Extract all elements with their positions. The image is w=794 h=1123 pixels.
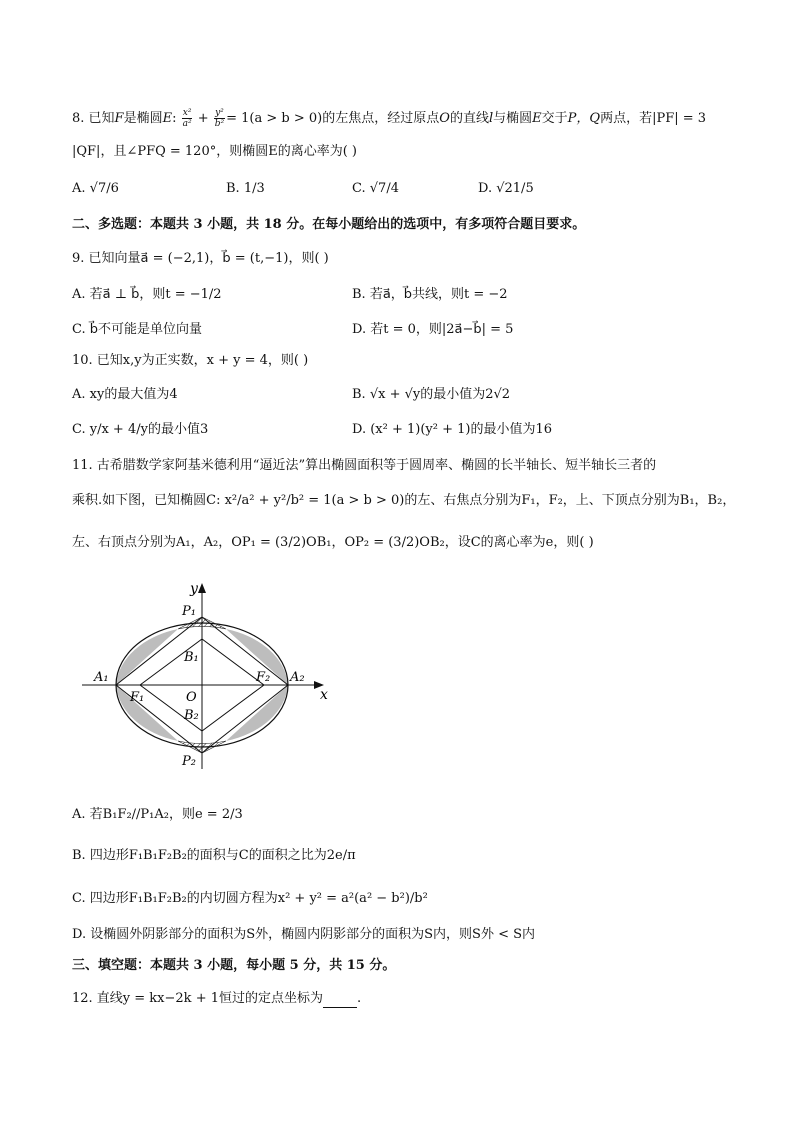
q11-stem-line3: 左、右顶点分别为A₁，A₂，OP₁ = (3/2)OB₁，OP₂ = (3/2)OB₂，设C的离心率为e，则( )	[72, 535, 594, 550]
q8-var-E: E	[162, 111, 173, 126]
y-axis-arrow	[198, 583, 206, 593]
q11-option-b: B. 四边形F₁B₁F₂B₂的面积与C的面积之比为2e/π	[72, 848, 356, 863]
q9-stem: 9. 已知向量a⃗ = (−2,1)，b⃗ = (t,−1)，则( )	[72, 251, 329, 266]
q9-option-a: A. 若a⃗ ⊥ b⃗，则t = −1/2	[72, 287, 222, 302]
q8-frac-y: $\frac{\text{y²}}{\text{b²}}$	[214, 108, 225, 129]
q10-option-a: A. xy的最大值为4	[72, 387, 178, 402]
q8-option-a-value: √7/6	[89, 181, 119, 196]
q10-stem: 10. 已知x,y为正实数，x + y = 4，则( )	[72, 353, 309, 368]
q8-text: 交于	[541, 111, 568, 126]
q8-frac-x: $\frac{\text{x²}}{\text{a²}}$	[182, 108, 192, 129]
q8-option-a	[72, 180, 119, 198]
label-f2: F₂	[256, 670, 271, 685]
q8-text: 的左焦点，经过原点	[322, 111, 440, 126]
q8-text: 与椭圆	[493, 111, 533, 126]
label-b2: B₂	[184, 708, 199, 723]
q9-option-b: B. 若a⃗，b⃗共线，则t = −2	[352, 287, 508, 302]
q12-line	[72, 990, 361, 1008]
label-p2: P₂	[182, 754, 196, 769]
q10-option-c: C. y/x + 4/y的最小值3	[72, 422, 209, 437]
ellipse-figure	[78, 577, 348, 777]
label-b1: B₁	[184, 650, 199, 665]
label-p1: P₁	[182, 604, 196, 619]
label-a2: A₂	[290, 670, 305, 685]
q8-option-c-value: √7/4	[369, 181, 399, 196]
q8-text: :	[172, 111, 181, 126]
q8-eq: = 1(a > b > 0)	[226, 111, 323, 126]
q12-stem: 12. 直线y = kx−2k + 1恒过的定点坐标为	[72, 991, 323, 1006]
label-x: x	[320, 687, 328, 703]
section-2-heading: 二、多选题：本题共 3 小题，共 18 分。在每小题给出的选项中，有多项符合题目要求。	[72, 217, 586, 232]
q11-stem-line1: 11. 古希腊数学家阿基米德利用“逼近法”算出椭圆面积等于圆周率、椭圆的长半轴长、短半轴长三者的	[72, 458, 657, 473]
q8-option-d	[478, 180, 534, 198]
q9-option-d: D. 若t = 0，则|2a⃗−b⃗| = 5	[352, 322, 514, 337]
q8-text: 两点，若|PF| = 3	[600, 111, 707, 126]
q8-var-l: l	[488, 111, 494, 126]
q8-option-d-value: √21/5	[496, 181, 534, 196]
q8-var-F: F	[114, 111, 124, 126]
q8-text: 是椭圆	[123, 111, 163, 126]
q8-var-PQ: P，Q	[567, 111, 601, 126]
q8-option-d-label: D.	[478, 181, 493, 196]
q12-end: .	[357, 991, 362, 1006]
q11-option-d: D. 设椭圆外阴影部分的面积为S外，椭圆内阴影部分的面积为S内，则S外 < S内	[72, 927, 536, 942]
q8-option-a-label: A.	[72, 181, 86, 196]
q11-option-a: A. 若B₁F₂//P₁A₂，则e = 2/3	[72, 807, 243, 822]
q8-text: 的直线	[449, 111, 489, 126]
q8-var-E2: E	[532, 111, 542, 126]
label-a1: A₁	[94, 670, 109, 685]
q9-option-c: C. b⃗不可能是单位向量	[72, 322, 203, 337]
q8-option-c	[352, 180, 399, 198]
q11-stem-line2: 乘积.如下图，已知椭圆C: x²/a² + y²/b² = 1(a > b > 0)的左、右焦点分别为F₁，F₂，上、下顶点分别为B₁，B₂，	[72, 493, 736, 508]
q8-stem-line1: 8. 已知F是椭圆E: $\frac{\text{x²}}{\text{a²}}$ + $\frac{\text{y²}}{\text{b²}}$ = 1(a > b > 0)的左焦点，经过原点O的直线l与椭圆E交于P，Q两点，若|PF| = 3	[72, 108, 707, 129]
q10-option-b: B. √x + √y的最小值为2√2	[352, 387, 511, 402]
label-y: y	[190, 581, 198, 597]
q12-answer-blank[interactable]	[323, 995, 357, 1008]
q10-option-d: D. (x² + 1)(y² + 1)的最小值为16	[352, 422, 553, 437]
label-o: O	[186, 690, 197, 705]
q8-var-O: O	[439, 111, 450, 126]
q11-option-c: C. 四边形F₁B₁F₂B₂的内切圆方程为x² + y² = a²(a² − b²)/b²	[72, 891, 428, 906]
q8-option-b-value: 1/3	[243, 181, 265, 196]
q8-stem-line2: |QF|，且∠PFQ = 120°，则椭圆E的离心率为( )	[72, 144, 357, 159]
q8-option-c-label: C.	[352, 181, 366, 196]
q8-text: 8. 已知	[72, 111, 115, 126]
section-3-heading: 三、填空题：本题共 3 小题，每小题 5 分，共 15 分。	[72, 958, 396, 973]
label-f1: F₁	[130, 690, 145, 705]
q8-option-b-label: B.	[226, 181, 240, 196]
q8-option-b	[226, 180, 265, 198]
